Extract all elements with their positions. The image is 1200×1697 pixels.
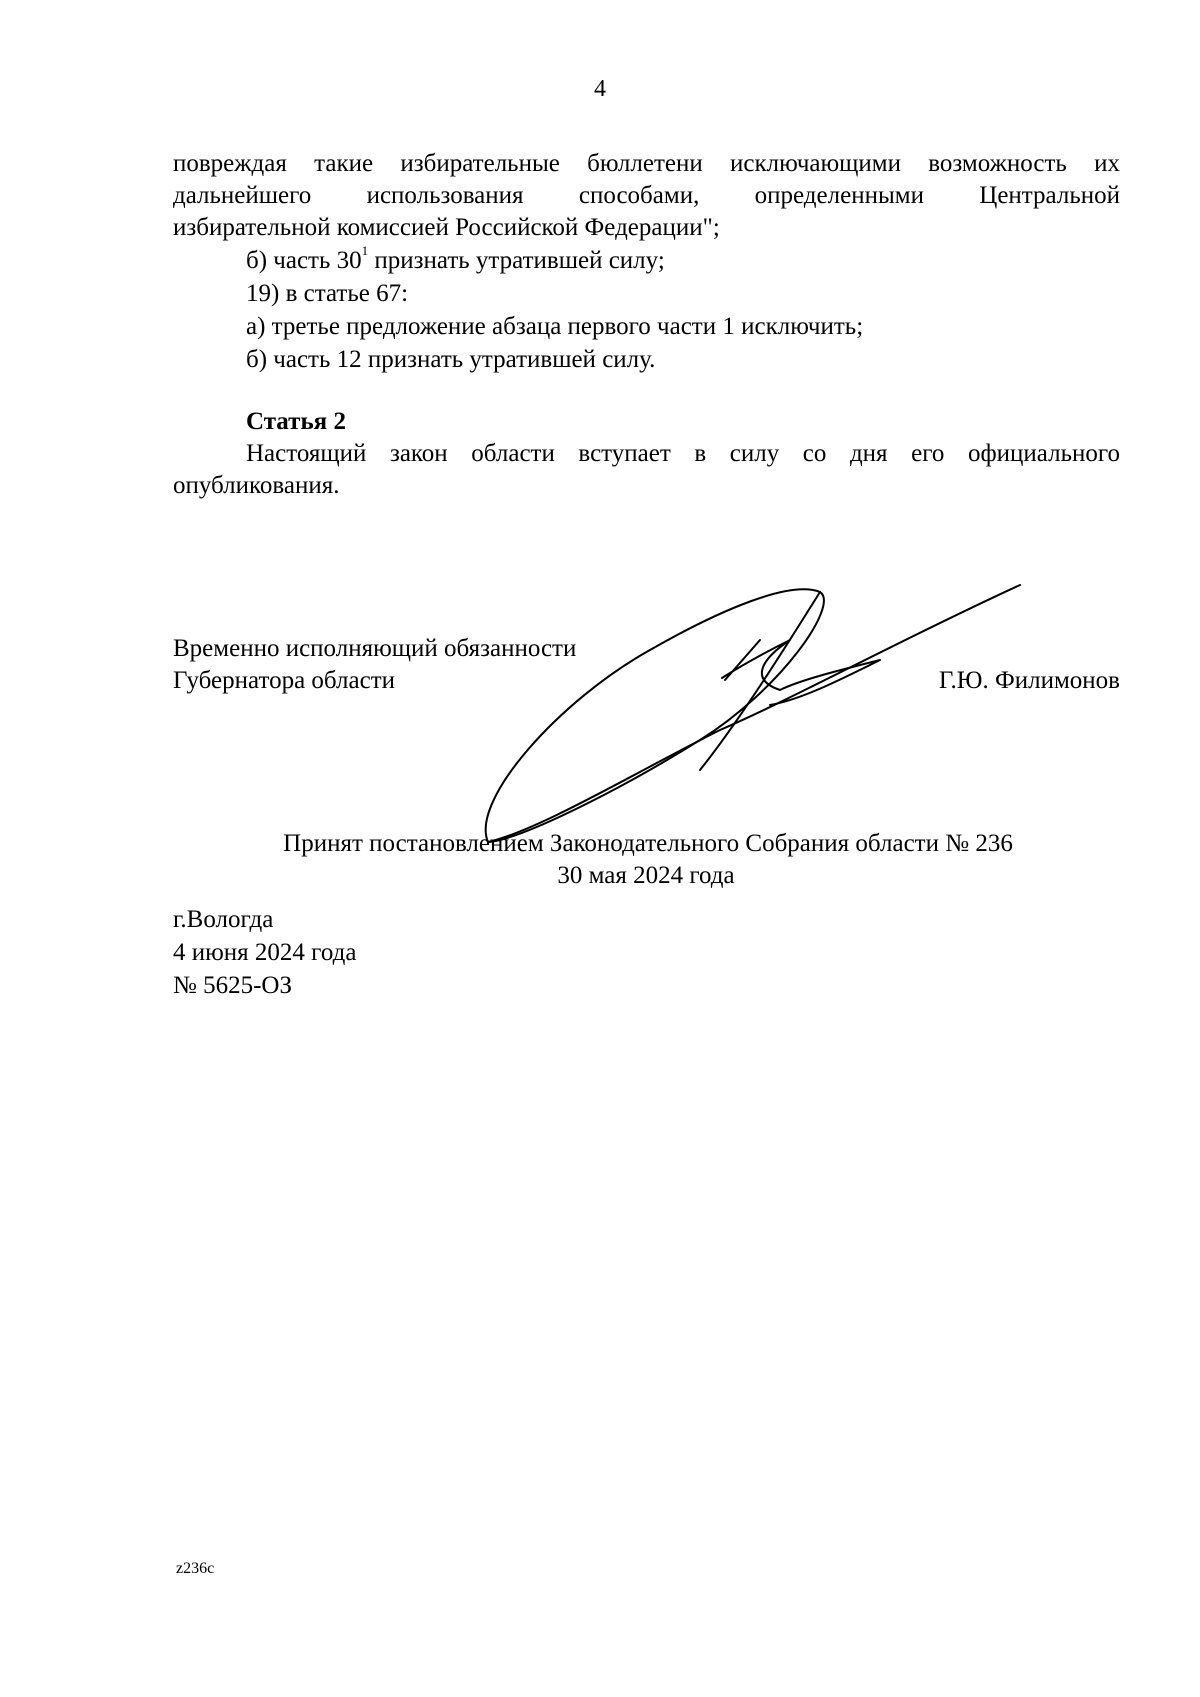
adoption-line: Принят постановлением Законодательного Собрания области № 236 (283, 830, 1013, 857)
body-line: 19) в статье 67: (246, 280, 409, 307)
law-date: 4 июня 2024 года (173, 939, 357, 966)
law-number: № 5625-ОЗ (173, 972, 293, 999)
superscript: 1 (361, 243, 369, 258)
signatory-position: Временно исполняющий обязанности (173, 635, 577, 662)
article-text: опубликования. (173, 472, 340, 499)
body-line: дальнейшего использования способами, определенными Центральной (173, 182, 1120, 209)
body-line-text: признать утратившей силу; (368, 247, 665, 274)
city: г.Вологда (173, 906, 274, 933)
adoption-date: 30 мая 2024 года (557, 862, 735, 889)
body-line: а) третье предложение абзаца первого части 1 исключить; (246, 313, 864, 340)
body-line: избирательной комиссией Российской Федерации"; (173, 214, 720, 241)
signatory-name: Г.Ю. Филимонов (938, 667, 1120, 694)
page-number: 4 (594, 76, 606, 102)
article-text: Настоящий закон области вступает в силу со дня его официального (246, 440, 1120, 467)
body-line (246, 245, 665, 277)
body-line: повреждая такие избирательные бюллетени исключающими возможность их (173, 150, 1120, 177)
body-line: б) часть 12 признать утратившей силу. (246, 346, 656, 373)
footer-code: z236c (176, 1560, 215, 1577)
body-line-text: б) часть 30 (246, 247, 362, 274)
signatory-position: Губернатора области (173, 667, 395, 694)
article-heading: Статья 2 (246, 408, 346, 435)
